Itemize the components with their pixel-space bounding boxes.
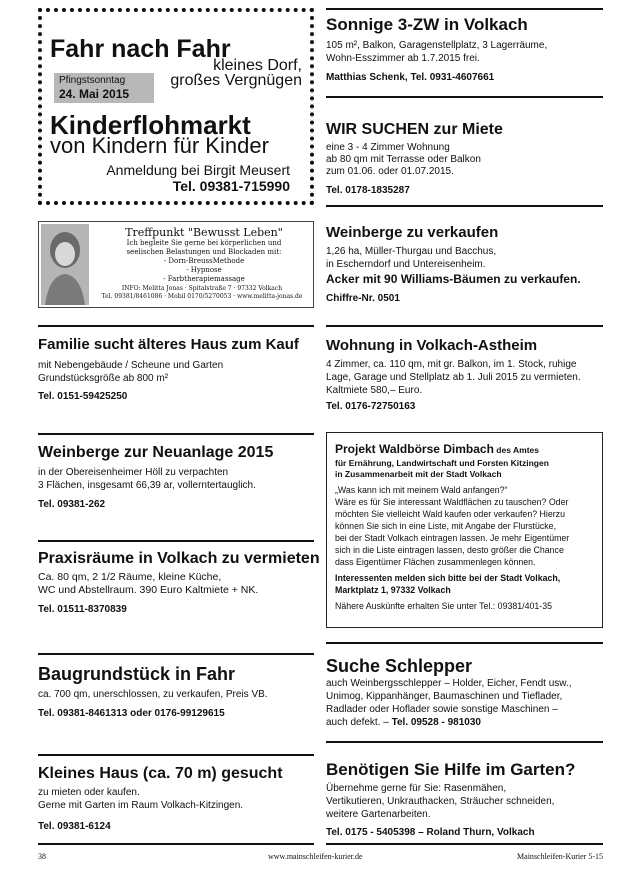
ad-body: auch Weinbergsschlepper – Holder, Eicher, Fendt usw., Unimog, Kippanhänger, Baumaschinen und Tieflader, Radlader oder Hoflader sowie sonstige Maschinen – auch defekt. – Tel. 09528 - 981030	[326, 677, 603, 729]
ad-contact: Tel. 09381-6124	[38, 821, 111, 832]
ad-contact: Chiffre-Nr. 0501	[326, 293, 400, 304]
ad-title: Fahr nach Fahr	[50, 35, 231, 63]
classified-ad	[326, 120, 603, 197]
treffpunkt-ad	[38, 221, 314, 308]
waldboerse-content	[335, 441, 597, 612]
ad-body: Ca. 80 qm, 2 1/2 Räume, kleine Küche, WC und Abstellraum. 390 Euro Kaltmiete + NK.	[38, 571, 259, 596]
classified-ad	[38, 764, 314, 833]
phone-number: Tel. 09381-715990	[172, 178, 290, 194]
classified-ad	[38, 549, 320, 616]
notice-subtitle: für Ernährung, Landwirtschaft und Forsten Kitzingen in Zusammenarbeit mit der Stadt Volkach	[335, 458, 549, 479]
ad-title: WIR SUCHEN zur Miete	[326, 121, 503, 138]
classified-ad	[326, 760, 603, 839]
ad-contact: Tel. 0178-1835287	[326, 185, 410, 196]
ad-last-line: auch defekt. – Tel. 09528 - 981030	[326, 717, 481, 728]
ad-title: Kleines Haus (ca. 70 m) gesucht	[38, 765, 283, 782]
ad-contact: Tel. 09381-8461313 oder 0176-99129615	[38, 708, 225, 719]
ad-contact: Tel. 09528 - 981030	[391, 717, 481, 728]
ad-body: ca. 700 qm, unerschlossen, zu verkaufen, Preis VB.	[38, 689, 268, 700]
divider	[326, 205, 603, 207]
ad-title: Weinberge zu verkaufen	[326, 224, 499, 241]
date-badge: Pfingstsonntag 24. Mai 2015	[54, 73, 154, 103]
divider	[326, 96, 603, 98]
ad-contact: Tel. 0175 - 5405398 – Roland Thurn, Volkach	[326, 827, 535, 838]
ad-title: Wohnung in Volkach-Astheim	[326, 337, 538, 354]
notice-info: Nähere Auskünfte erhalten Sie unter Tel.: 09381/401-35	[335, 601, 552, 611]
ad-highlight: Acker mit 90 Williams-Bäumen zu verkaufen.	[326, 272, 581, 286]
footer-url: www.mainschleifen-kurier.de	[268, 852, 363, 861]
ad-title: Sonnige 3-ZW in Volkach	[326, 15, 528, 34]
ad-body: eine 3 - 4 Zimmer Wohnung ab 80 qm mit Terrasse oder Balkon zum 01.06. oder 01.07.2015.	[326, 142, 481, 177]
ad-body: in der Obereisenheimer Höll zu verpachten 3 Flächen, insgesamt 66,39 ar, vollerntertauglich.	[38, 467, 256, 491]
divider	[326, 642, 603, 644]
footer-issue: Mainschleifen-Kurier 5-15	[517, 852, 603, 861]
ad-body: zu mieten oder kaufen. Gerne mit Garten im Raum Volkach-Kitzingen.	[38, 787, 244, 811]
portrait-photo	[41, 224, 89, 305]
notice-title: Projekt Waldbörse Dimbach des Amtes	[335, 442, 539, 456]
classified-ad	[38, 663, 314, 720]
ad-title: Benötigen Sie Hilfe im Garten?	[326, 760, 576, 779]
divider	[38, 433, 314, 435]
ad-contact: Tel. 0176-72750163	[326, 401, 416, 412]
treffpunkt-contact: INFO: Melitta Jonas · Spitalstraße 7 · 97332 Volkach Tel. 09381/8461086 · Mobil 0170/5270053 · www.melitta-jonas.de	[101, 285, 303, 300]
classified-ad	[38, 443, 314, 511]
divider	[326, 843, 603, 845]
classified-ad	[326, 15, 603, 84]
divider	[38, 843, 314, 845]
ad-body: 105 m², Balkon, Garagenstellplatz, 3 Lagerräume, Wohn-Esszimmer ab 1.7.2015 frei.	[326, 40, 548, 64]
notice-body: „Was kann ich mit meinem Wald anfangen?“ Wäre es für Sie interessant Waldflächen zu tauschen? Oder möchten Sie vielleicht Wald kaufen oder verkaufen? Hierzu können Sie sich in eine Liste, mit Angabe der Flurstücke, bei der Stadt Volkach eintragen lassen. Je mehr Eigentümer sich in die Liste eintragen lassen, desto größer die Chance dass Eigentümer Flächen zusammenlegen können.	[335, 485, 570, 567]
divider	[38, 325, 314, 327]
ad-title: Familie sucht älteres Haus zum Kauf	[38, 336, 299, 353]
divider	[326, 741, 603, 743]
ad-title: Weinberge zur Neuanlage 2015	[38, 444, 274, 461]
classified-ad	[326, 655, 603, 729]
divider	[326, 325, 603, 327]
ad-title: Suche Schlepper	[326, 656, 473, 676]
ad-body: mit Nebengebäude / Scheune und Garten Grundstücksgröße ab 800 m²	[38, 360, 224, 384]
ad-body: 1,26 ha, Müller-Thurgau und Bacchus, in Escherndorf und Untereisenheim.	[326, 246, 497, 270]
flohmarkt-title: Kinderflohmarkt	[50, 110, 251, 140]
classified-ad	[326, 336, 603, 413]
notice-contact: Interessenten melden sich bitte bei der Stadt Volkach, Marktplatz 1, 97332 Volkach	[335, 573, 561, 595]
treffpunkt-text: Treffpunkt "Bewusst Leben" Ich begleite Sie gerne bei körperlichen und seelischen Belastungen und Blockaden mit: - Dorn-BreussMethode - Hypnose - Farbtherapiemassage	[125, 226, 283, 283]
registration-text: Anmeldung bei Birgit Meusert	[106, 162, 290, 178]
waldboerse-notice	[326, 432, 603, 628]
classified-ad	[38, 335, 314, 403]
ad-contact: Matthias Schenk, Tel. 0931-4607661	[326, 72, 495, 83]
ad-body: Übernehme gerne für Sie: Rasenmähen, Vertikutieren, Unkrauthacken, Sträucher schneiden, weitere Gartenarbeiten.	[326, 783, 555, 820]
ad-title: Baugrundstück in Fahr	[38, 664, 236, 684]
divider	[38, 754, 314, 756]
fahr-flohmarkt-ad	[38, 8, 314, 205]
ad-contact: Tel. 0151-59425250	[38, 391, 128, 402]
page-number: 38	[38, 852, 46, 861]
flohmarkt-subtitle: von Kindern für Kinder	[50, 133, 269, 158]
ad-title: Praxisräume in Volkach zu vermieten	[38, 550, 320, 567]
ad-contact: Tel. 09381-262	[38, 499, 106, 510]
divider	[326, 8, 603, 10]
classified-ad	[326, 223, 603, 305]
divider	[38, 653, 314, 655]
divider	[38, 540, 314, 542]
ad-subtitle: kleines Dorf, großes Vergnügen	[170, 57, 302, 89]
ad-contact: Tel. 01511-8370839	[38, 604, 127, 615]
ad-body: 4 Zimmer, ca. 110 qm, mit gr. Balkon, im 1. Stock, ruhige Lage, Garage und Stellplatz ab 1. Juli 2015 zu vermieten. Kaltmiete 580,– Euro.	[326, 359, 581, 396]
